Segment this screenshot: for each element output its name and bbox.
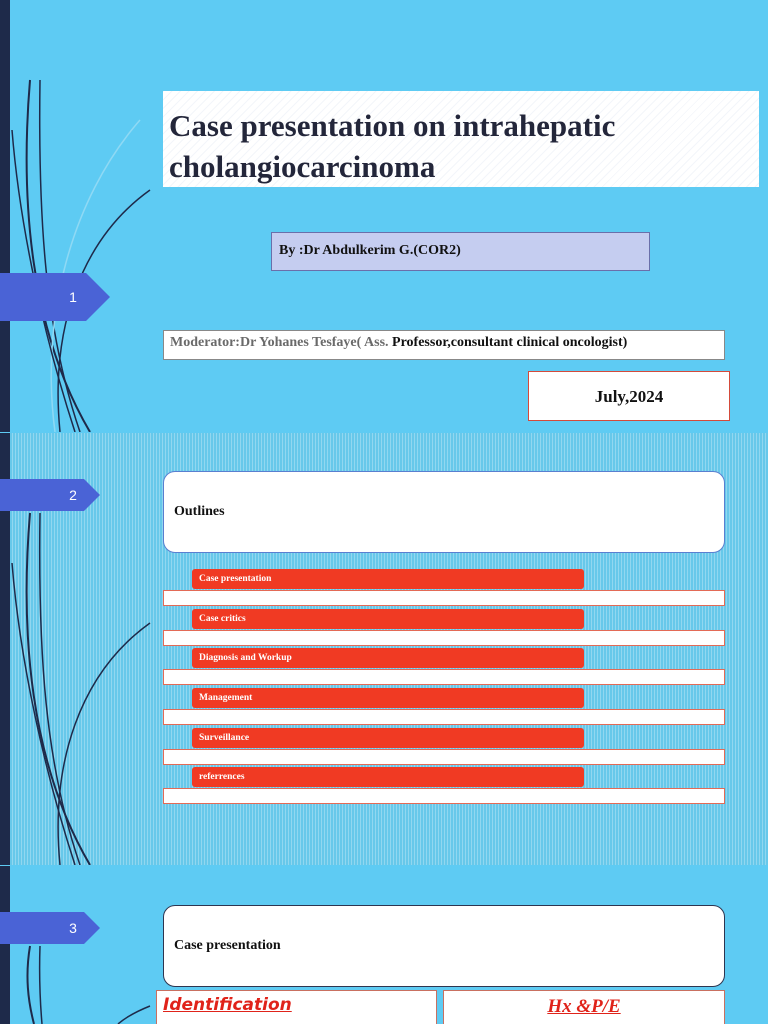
decorative-swoosh — [0, 0, 170, 432]
case-presentation-card — [163, 905, 725, 987]
title-box — [163, 91, 759, 187]
outline-item-bar — [163, 669, 725, 685]
outline-item-label: Case presentation — [192, 569, 584, 589]
outline-item — [163, 728, 725, 768]
identification-box — [156, 990, 437, 1024]
outline-item-label: referrences — [192, 767, 584, 787]
outline-item-label: Management — [192, 688, 584, 708]
outline-item — [163, 688, 725, 728]
slide-number: 3 — [69, 920, 77, 936]
outline-item-bar — [163, 749, 725, 765]
moderator-box — [163, 330, 725, 360]
hx-pe-heading: Hx &P/E — [547, 996, 621, 1017]
outline-item — [163, 609, 725, 649]
outline-item-label: Case critics — [192, 609, 584, 629]
slide-number: 1 — [69, 289, 77, 305]
outline-item-label: Diagnosis and Workup — [192, 648, 584, 668]
hx-pe-box — [443, 990, 725, 1024]
outline-item — [163, 767, 725, 807]
slide-number-tag — [0, 479, 110, 511]
identification-heading: Identification — [163, 995, 292, 1015]
slide-number-tag — [0, 912, 110, 944]
slide-number: 2 — [69, 487, 77, 503]
outlines-heading: Outlines — [174, 504, 225, 519]
outline-item — [163, 648, 725, 688]
case-presentation-heading: Case presentation — [174, 938, 281, 953]
outlines-card — [163, 471, 725, 553]
outline-item — [163, 569, 725, 609]
moderator-prefix: Moderator:Dr Yohanes Tesfaye( Ass. — [170, 335, 389, 350]
date-box: July,2024 — [528, 371, 730, 421]
outline-item-bar — [163, 590, 725, 606]
outline-item-label: Surveillance — [192, 728, 584, 748]
decorative-swoosh — [0, 866, 170, 1024]
slide-2 — [0, 433, 768, 865]
slide-title: Case presentation on intrahepatic cholangiocarcinoma — [169, 108, 616, 184]
slide-number-tag — [0, 273, 110, 321]
outline-item-bar — [163, 788, 725, 804]
outline-item-bar — [163, 630, 725, 646]
outline-item-bar — [163, 709, 725, 725]
slide-1 — [0, 0, 768, 432]
author-box: By :Dr Abdulkerim G.(COR2) — [271, 232, 650, 271]
slide-3 — [0, 866, 768, 1024]
moderator-suffix: Professor,consultant clinical oncologist) — [392, 335, 628, 350]
